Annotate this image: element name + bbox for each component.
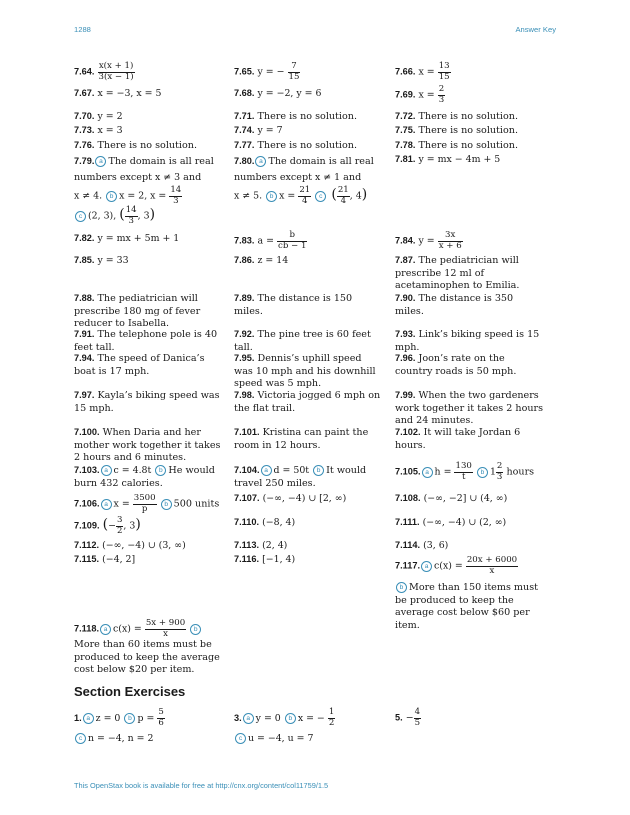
answer-7-68: 7.68. y = −2, y = 6 (234, 88, 322, 99)
answer-7-86: 7.86. z = 14 (234, 255, 289, 266)
answer-7-79: 7.79. a The domain is all real numbers except x ≠ 3 and x ≠ 4. b x = 2, x = $\frac{14}{3}$ c (2, 3), ( $\frac{14}{3}$ , 3) (74, 156, 214, 226)
answer-7-94: 7.94. The speed of Danica’s boat is 17 mph. (74, 353, 205, 377)
answer-7-85: 7.85. y = 33 (74, 255, 129, 266)
answer-7-98: 7.98. Victoria jogged 6 mph on the flat trail. (234, 390, 381, 414)
answer-7-93: 7.93. Link’s biking speed is 15 mph. (395, 329, 540, 353)
section-answer-5: 5. − $\frac{4}{5}$ (395, 707, 421, 728)
answer-7-103: 7.103. a c = 4.8t b He would burn 432 calories. (74, 465, 215, 489)
answer-7-99: 7.99. When the two gardeners work together it takes 2 hours and 24 minutes. (395, 390, 544, 427)
answer-7-100: 7.100. When Daria and her mother work together it takes 2 hours and 6 minutes. (74, 427, 221, 464)
section-heading: Section Exercises (74, 684, 186, 699)
fraction: $\frac{x(x + 1)}{3(x - 1)}$ (98, 61, 134, 82)
section-answer-1: 1. a z = 0 b p = $\frac{5}{6}$ c n = −4, n = 2 (74, 707, 164, 744)
answer-7-110: 7.110. (−8, 4) (234, 517, 296, 528)
answer-7-112: 7.112. (−∞, −4) ∪ (3, ∞) (74, 540, 186, 551)
answer-7-76: 7.76. There is no solution. (74, 140, 197, 151)
answer-7-88: 7.88. The pediatrician will prescribe 180 mg of fever reducer to Isabella. (74, 293, 201, 330)
answer-7-97: 7.97. Kayla’s biking speed was 15 mph. (74, 390, 220, 414)
answer-7-70: 7.70. y = 2 (74, 111, 123, 122)
answer-7-83: 7.83. a = $\frac{b}{cb - 1}$ (234, 230, 307, 251)
answer-7-105: 7.105. a h = $\frac{130}{t}$ b 1 $\frac{2}{3}$ hours (395, 461, 535, 482)
answer-7-75: 7.75. There is no solution. (395, 125, 518, 136)
answer-7-102: 7.102. It will take Jordan 6 hours. (395, 427, 521, 451)
answer-7-113: 7.113. (2, 4) (234, 540, 288, 551)
answer-7-92: 7.92. The pine tree is 60 feet tall. (234, 329, 371, 353)
answer-7-114: 7.114. (3, 6) (395, 540, 449, 551)
answer-7-106: 7.106. a x = $\frac{3500}{p}$ b 500 units (74, 493, 220, 514)
answer-7-72: 7.72. There is no solution. (395, 111, 518, 122)
answer-7-96: 7.96. Joon’s rate on the country roads is 50 mph. (395, 353, 517, 377)
answer-7-77: 7.77. There is no solution. (234, 140, 357, 151)
answer-7-89: 7.89. The distance is 150 miles. (234, 293, 353, 317)
answer-7-66: 7.66. x = $\frac{13}{15}$ (395, 61, 450, 82)
answer-7-81: 7.81. y = mx − 4m + 5 (395, 154, 501, 165)
answer-7-64: 7.64. $\frac{x(x + 1)}{3(x - 1)}$ (74, 61, 134, 82)
running-header: Answer Key (515, 25, 556, 34)
answer-7-71: 7.71. There is no solution. (234, 111, 357, 122)
answer-7-115: 7.115. (−4, 2] (74, 554, 136, 565)
answer-7-80: 7.80. a The domain is all real numbers except x ≠ 1 and x ≠ 5. b x = $\frac{21}{4}$ c ( $\frac{21}{4}$ , 4) (234, 156, 374, 206)
answer-7-84: 7.84. y = $\frac{3x}{x + 6}$ (395, 230, 462, 251)
answer-7-67: 7.67. x = −3, x = 5 (74, 88, 162, 99)
answer-7-91: 7.91. The telephone pole is 40 feet tall. (74, 329, 218, 353)
answer-7-65: 7.65. y = − $\frac{7}{15}$ (234, 61, 300, 82)
answer-7-69: 7.69. x = $\frac{2}{3}$ (395, 84, 445, 105)
page-number: 1288 (74, 25, 91, 34)
answer-7-118: 7.118. a c(x) = $\frac{5x + 900}{x}$ bMore than 60 items must be produced to keep the average cost below $20 per item. (74, 618, 220, 676)
answer-7-95: 7.95. Dennis’s uphill speed was 10 mph and his downhill speed was 5 mph. (234, 353, 376, 390)
answer-7-74: 7.74. y = 7 (234, 125, 283, 136)
answer-7-78: 7.78. There is no solution. (395, 140, 518, 151)
answer-7-90: 7.90. The distance is 350 miles. (395, 293, 514, 317)
answer-7-101: 7.101. Kristina can paint the room in 12 hours. (234, 427, 369, 451)
answer-7-104: 7.104. a d = 50t b It would travel 250 miles. (234, 465, 367, 489)
answer-7-111: 7.111. (−∞, −4) ∪ (2, ∞) (395, 517, 507, 528)
answer-7-108: 7.108. (−∞, −2] ∪ (4, ∞) (395, 493, 508, 504)
section-answer-3: 3. a y = 0 b x = − $\frac{1}{2}$ c u = −4, u = 7 (234, 707, 335, 744)
answer-7-117: 7.117. a c(x) = $\frac{20x + 6000}{x}$ b More than 150 items must be produced to keep the average cost below $60 per item. (395, 555, 538, 631)
answer-7-107: 7.107. (−∞, −4) ∪ [2, ∞) (234, 493, 347, 504)
answer-7-73: 7.73. x = 3 (74, 125, 123, 136)
footer-note: This OpenStax book is available for free at http://cnx.org/content/col11759/1.5 (74, 781, 329, 790)
answer-7-87: 7.87. The pediatrician will prescribe 12 ml of acetaminophen to Emilia. (395, 255, 520, 292)
answer-7-82: 7.82. y = mx + 5m + 1 (74, 233, 180, 244)
answer-7-116: 7.116. [−1, 4) (234, 554, 296, 565)
answer-7-109: 7.109. (− $\frac{3}{2}$ , 3) (74, 515, 141, 536)
